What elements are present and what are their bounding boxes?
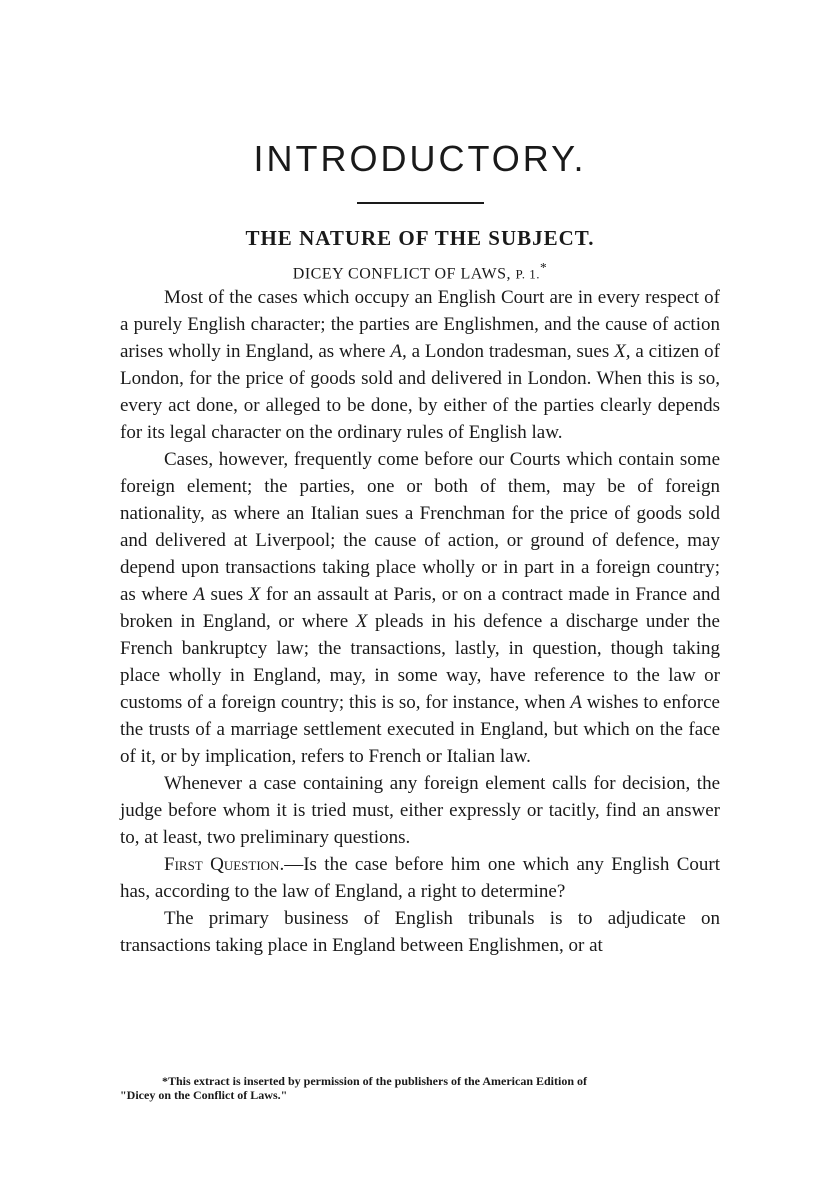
section-heading: THE NATURE OF THE SUBJECT. (245, 226, 595, 250)
footnote: *This extract is inserted by permission of the publishers of the American Edition of "Dicey on the Conflict of Laws." (120, 1074, 587, 1102)
question-label: First Question. (164, 854, 285, 875)
body-text (120, 284, 720, 959)
paragraph: First Question.—Is the case before him one which any English Court has, according to the law of England, a right to determine? (120, 854, 720, 902)
paragraph: Whenever a case containing any foreign element calls for decision, the judge before whom it is tried must, either expressly or tacitly, find an answer to, at least, two preliminary questions. (120, 773, 720, 848)
paragraph: Most of the cases which occupy an English Court are in every respect of a purely English character; the parties are Englishmen, and the cause of action arises wholly in England, as where A, a London tradesman, sues X, a citizen of London, for the price of goods sold and delivered in London. When this is so, every act done, or alleged to be done, by either of the parties clearly depends for its legal character on the ordinary rules of English law. (120, 287, 720, 443)
paragraph: The primary business of English tribunals is to adjudicate on transactions taking place in England between Englishmen, or at (120, 908, 720, 956)
footnote-marker: * (540, 260, 548, 275)
source-author: DICEY CONFLICT OF LAWS, (292, 265, 511, 283)
title-divider (357, 202, 484, 204)
page (120, 0, 720, 1191)
source-page-ref: P. 1. (515, 266, 541, 282)
paragraph: Cases, however, frequently come before our Courts which contain some foreign element; the parties, one or both of them, may be of foreign nationality, as where an Italian sues a Frenchman for the price of goods sold and delivered at Liverpool; the cause of action, or ground of defence, may depend upon transactions taking place wholly or in part in a foreign country; as where A sues X for an assault at Paris, or on a contract made in France and broken in England, or where X pleads in his defence a discharge under the French bankruptcy law; the transactions, lastly, in question, though taking place wholly in England, may, in some way, have reference to the law or customs of a foreign country; this is so, for instance, when A wishes to enforce the trusts of a marriage settlement executed in England, but which on the face of it, or by implication, refers to French or Italian law. (120, 449, 720, 767)
source-citation (120, 260, 720, 283)
page-title: INTRODUCTORY. (253, 138, 587, 179)
